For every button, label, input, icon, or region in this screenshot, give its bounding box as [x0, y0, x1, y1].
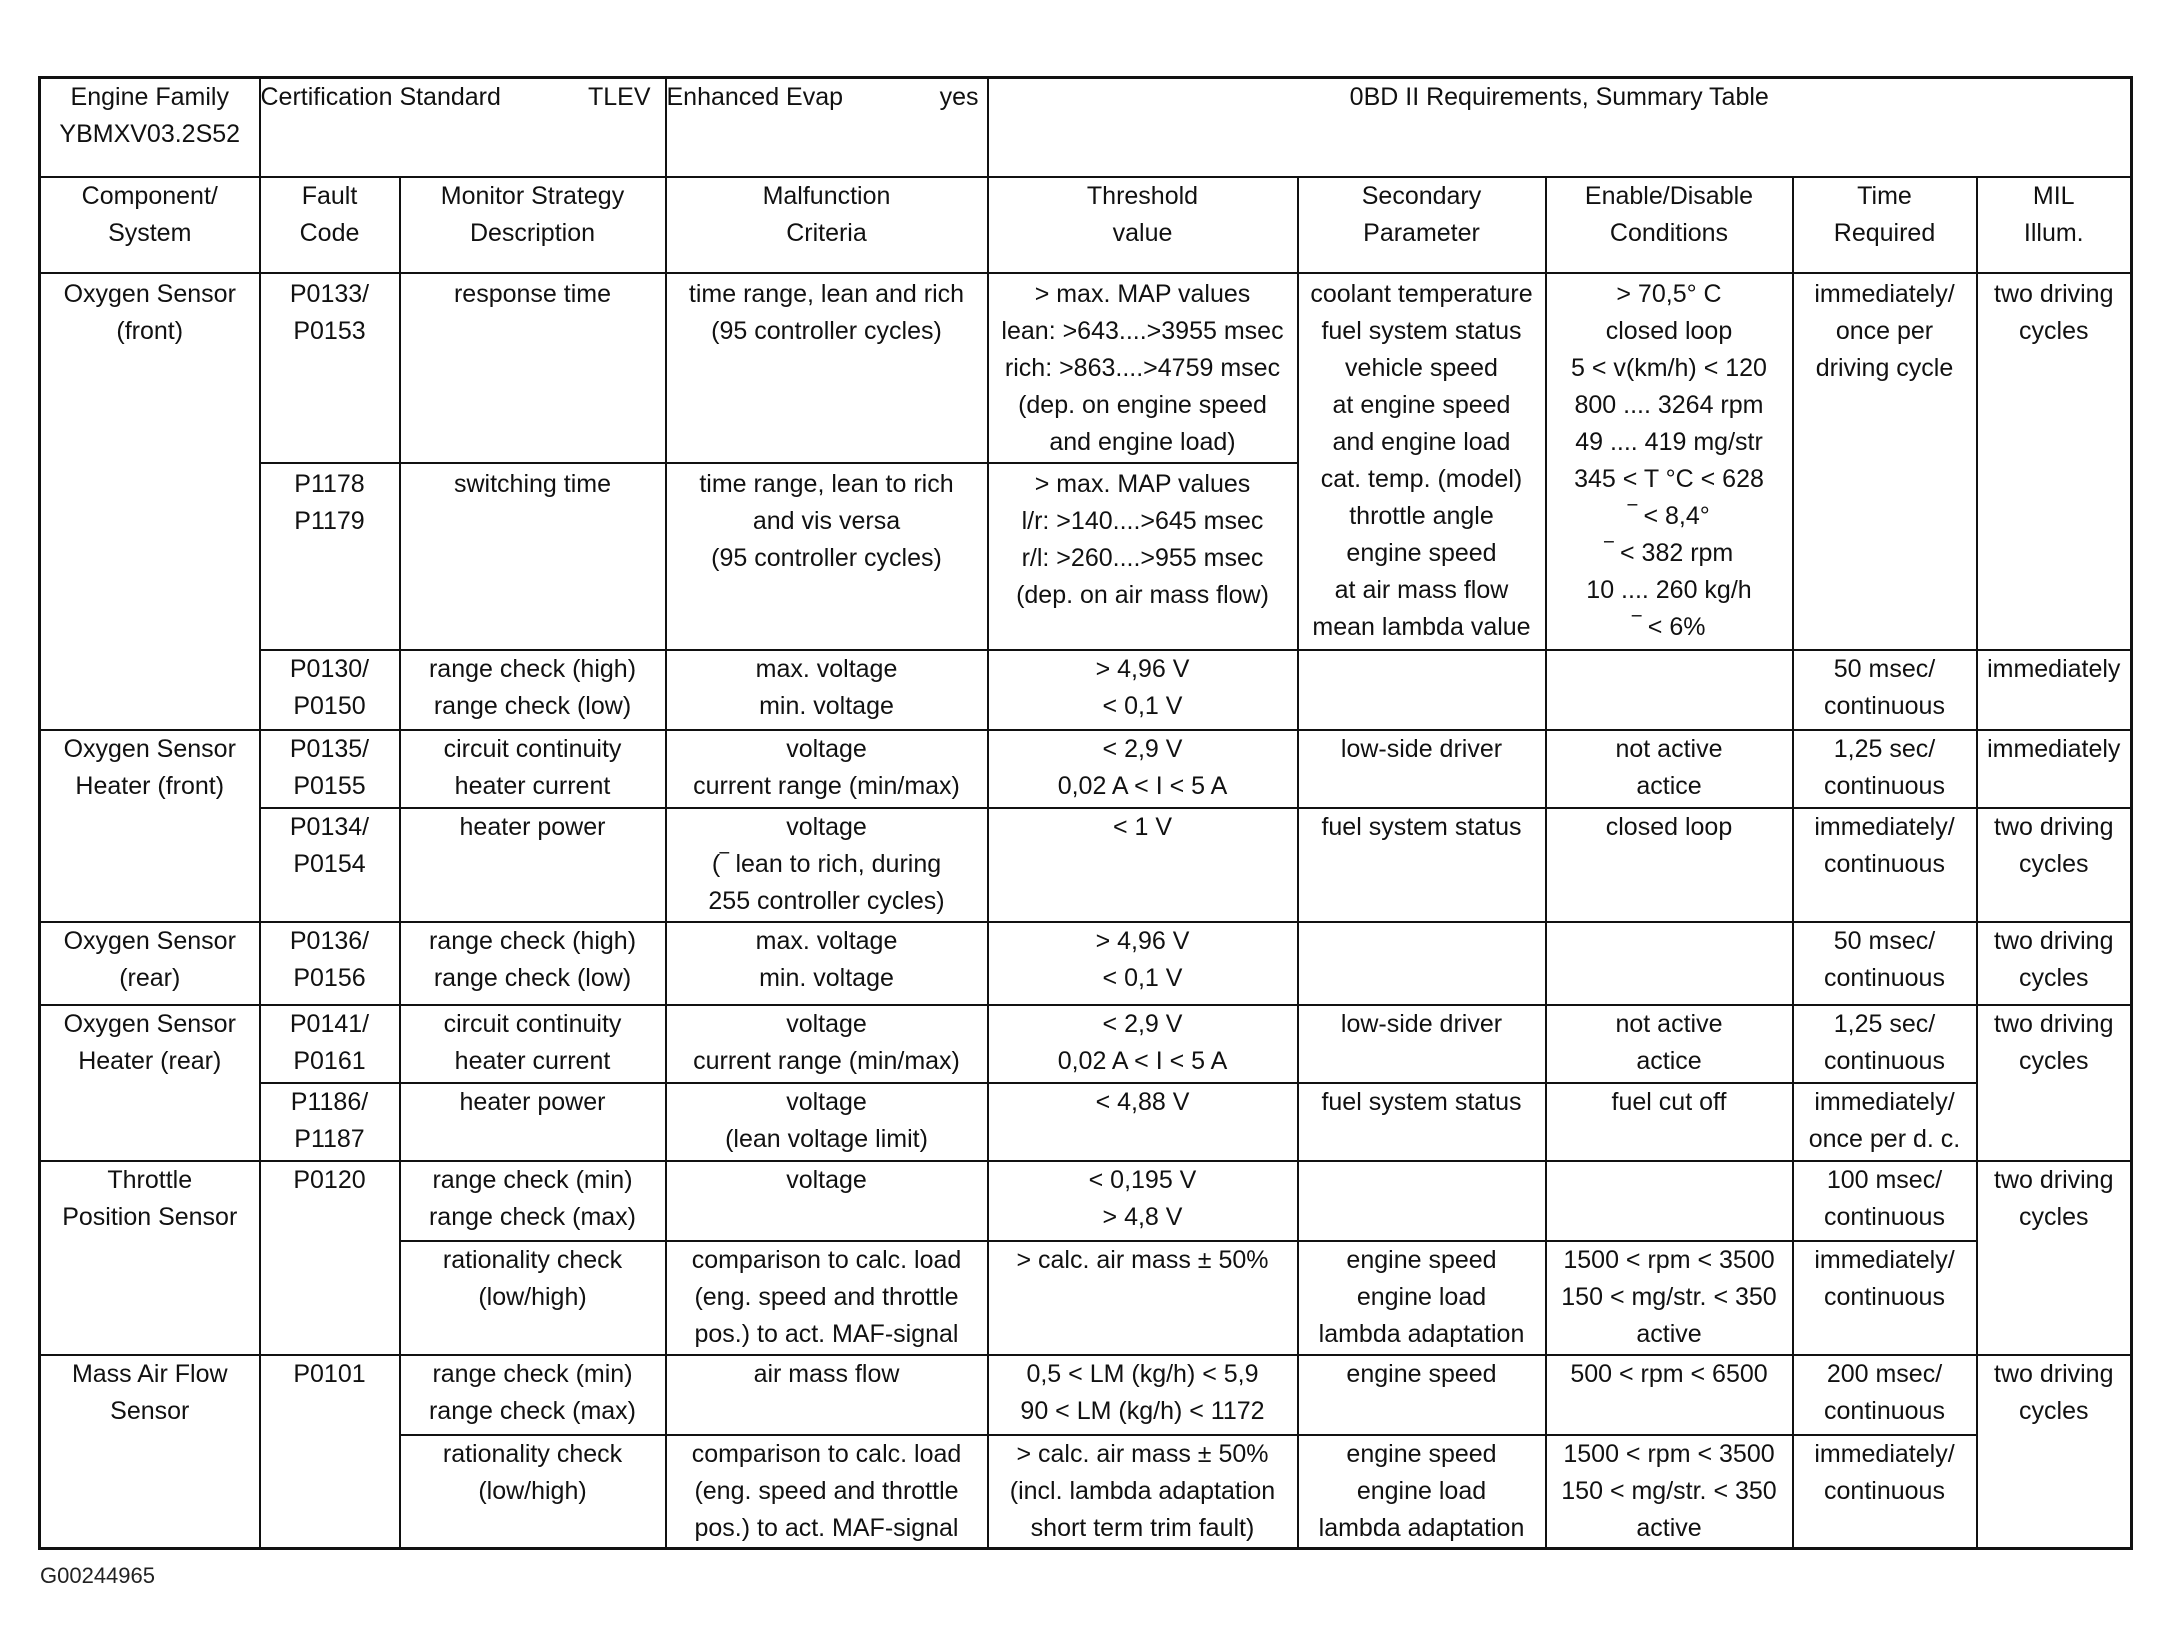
criteria-cell: voltage (lean voltage limit) — [666, 1083, 988, 1161]
enhanced-evap-label: Enhanced Evap — [666, 83, 844, 111]
enhanced-evap-cell — [666, 78, 988, 177]
criteria-cell: time range, lean and rich (95 controller cycles) — [666, 273, 988, 463]
component-cell: Oxygen Sensor Heater (front) — [40, 730, 260, 922]
time-cell: 1,25 sec/ continuous — [1793, 730, 1977, 808]
table-row — [40, 650, 2132, 730]
certification-label: Certification Standard — [260, 83, 501, 111]
strategy-cell: circuit continuity heater current — [400, 1005, 666, 1083]
secondary-cell: engine speed engine load lambda adaptation — [1298, 1241, 1546, 1355]
threshold-cell: > max. MAP values lean: >643....>3955 msec rich: >863....>4759 msec (dep. on engine speed and engine load) — [988, 273, 1298, 463]
table-row — [40, 1355, 2132, 1435]
strategy-cell: heater power — [400, 808, 666, 922]
enable-cell: not active actice — [1546, 730, 1793, 808]
criteria-cell: air mass flow — [666, 1355, 988, 1435]
time-cell: immediately/ continuous — [1793, 1241, 1977, 1355]
component-cell: Oxygen Sensor (front) — [40, 273, 260, 730]
col-threshold: Threshold value — [988, 177, 1298, 273]
enable-cell: closed loop — [1546, 808, 1793, 922]
secondary-cell: low-side driver — [1298, 1005, 1546, 1083]
secondary-cell — [1298, 650, 1546, 730]
secondary-cell: fuel system status — [1298, 808, 1546, 922]
secondary-cell — [1298, 1161, 1546, 1241]
component-cell: Mass Air Flow Sensor — [40, 1355, 260, 1549]
engine-family-value: YBMXV03.2S52 — [59, 120, 241, 148]
time-cell: immediately/ continuous — [1793, 1435, 1977, 1549]
col-secondary-parameter: Secondary Parameter — [1298, 177, 1546, 273]
criteria-cell: voltage — [666, 1161, 988, 1241]
strategy-cell: response time — [400, 273, 666, 463]
col-fault-code: Fault Code — [260, 177, 400, 273]
table-row — [40, 1083, 2132, 1161]
mil-cell: two driving cycles — [1977, 1005, 2132, 1161]
fault-code-cell: P0101 — [260, 1355, 400, 1549]
secondary-cell: engine speed engine load lambda adaptation — [1298, 1435, 1546, 1549]
mil-cell: two driving cycles — [1977, 922, 2132, 1005]
threshold-cell: < 2,9 V 0,02 A < I < 5 A — [988, 1005, 1298, 1083]
threshold-cell: < 4,88 V — [988, 1083, 1298, 1161]
enhanced-evap-value: yes — [939, 83, 979, 111]
strategy-cell: range check (min) range check (max) — [400, 1161, 666, 1241]
certification-value: TLEV — [587, 83, 651, 111]
col-monitor-strategy: Monitor Strategy Description — [400, 177, 666, 273]
engine-family-label: Engine Family — [70, 83, 229, 111]
component-cell: Throttle Position Sensor — [40, 1161, 260, 1355]
table-row — [40, 808, 2132, 922]
enable-cell: 1500 < rpm < 3500 150 < mg/str. < 350 active — [1546, 1241, 1793, 1355]
table-row — [40, 730, 2132, 808]
enable-cell: 1500 < rpm < 3500 150 < mg/str. < 350 active — [1546, 1435, 1793, 1549]
fault-code-cell: P0136/ P0156 — [260, 922, 400, 1005]
fault-code-cell: P0133/ P0153 — [260, 273, 400, 463]
mil-cell: immediately — [1977, 730, 2132, 808]
criteria-cell: max. voltage min. voltage — [666, 922, 988, 1005]
mil-cell: immediately — [1977, 650, 2132, 730]
secondary-cell: coolant temperature fuel system status vehicle speed at engine speed and engine load cat. temp. (model) throttle angle engine speed at air mass flow mean lambda value — [1298, 273, 1546, 650]
time-cell: 100 msec/ continuous — [1793, 1161, 1977, 1241]
table-row — [40, 273, 2132, 463]
criteria-cell: comparison to calc. load (eng. speed and throttle pos.) to act. MAF-signal — [666, 1241, 988, 1355]
time-cell: 50 msec/ continuous — [1793, 922, 1977, 1005]
table-row — [40, 922, 2132, 1005]
threshold-cell: > max. MAP values l/r: >140....>645 msec r/l: >260....>955 msec (dep. on air mass flow) — [988, 463, 1298, 650]
strategy-cell: rationality check (low/high) — [400, 1241, 666, 1355]
fault-code-cell: P1186/ P1187 — [260, 1083, 400, 1161]
enable-cell: not active actice — [1546, 1005, 1793, 1083]
strategy-cell: circuit continuity heater current — [400, 730, 666, 808]
enable-cell — [1546, 922, 1793, 1005]
threshold-cell: < 2,9 V 0,02 A < I < 5 A — [988, 730, 1298, 808]
col-mil-illum: MIL Illum. — [1977, 177, 2132, 273]
fault-code-cell: P1178 P1179 — [260, 463, 400, 650]
strategy-cell: rationality check (low/high) — [400, 1435, 666, 1549]
fault-code-cell: P0130/ P0150 — [260, 650, 400, 730]
enable-cell: > 70,5° C closed loop 5 < v(km/h) < 120 800 .... 3264 rpm 49 .... 419 mg/str 345 < T °C < 628 ‾ < 8,4° ‾ < 382 rpm 10 .... 260 kg/h ‾ < 6% — [1546, 273, 1793, 650]
secondary-cell: fuel system status — [1298, 1083, 1546, 1161]
time-cell: 200 msec/ continuous — [1793, 1355, 1977, 1435]
threshold-cell: > 4,96 V < 0,1 V — [988, 650, 1298, 730]
secondary-cell: low-side driver — [1298, 730, 1546, 808]
obd-summary-table — [38, 76, 2133, 1550]
engine-family-cell — [40, 78, 260, 177]
fault-code-cell: P0120 — [260, 1161, 400, 1355]
criteria-cell: max. voltage min. voltage — [666, 650, 988, 730]
document-title: 0BD II Requirements, Summary Table — [988, 78, 2132, 177]
certification-cell — [260, 78, 666, 177]
col-malfunction-criteria: Malfunction Criteria — [666, 177, 988, 273]
threshold-cell: < 0,195 V > 4,8 V — [988, 1161, 1298, 1241]
enable-cell — [1546, 1161, 1793, 1241]
strategy-cell: range check (high) range check (low) — [400, 650, 666, 730]
figure-id-caption: G00244965 — [40, 1563, 155, 1588]
fault-code-cell: P0141/ P0161 — [260, 1005, 400, 1083]
enable-cell: fuel cut off — [1546, 1083, 1793, 1161]
col-component: Component/ System — [40, 177, 260, 273]
col-time-required: Time Required — [1793, 177, 1977, 273]
strategy-cell: range check (min) range check (max) — [400, 1355, 666, 1435]
mil-cell: two driving cycles — [1977, 1161, 2132, 1355]
threshold-cell: > calc. air mass ± 50% (incl. lambda adaptation short term trim fault) — [988, 1435, 1298, 1549]
mil-cell: two driving cycles — [1977, 808, 2132, 922]
criteria-cell: voltage current range (min/max) — [666, 1005, 988, 1083]
mil-cell: two driving cycles — [1977, 1355, 2132, 1549]
criteria-cell: comparison to calc. load (eng. speed and throttle pos.) to act. MAF-signal — [666, 1435, 988, 1549]
criteria-cell: voltage current range (min/max) — [666, 730, 988, 808]
time-cell: 1,25 sec/ continuous — [1793, 1005, 1977, 1083]
fault-code-cell: P0135/ P0155 — [260, 730, 400, 808]
strategy-cell: switching time — [400, 463, 666, 650]
enable-cell — [1546, 650, 1793, 730]
time-cell: 50 msec/ continuous — [1793, 650, 1977, 730]
threshold-cell: < 1 V — [988, 808, 1298, 922]
criteria-cell: voltage (‾ lean to rich, during 255 controller cycles) — [666, 808, 988, 922]
secondary-cell — [1298, 922, 1546, 1005]
component-cell: Oxygen Sensor (rear) — [40, 922, 260, 1005]
col-enable-conditions: Enable/Disable Conditions — [1546, 177, 1793, 273]
threshold-cell: > 4,96 V < 0,1 V — [988, 922, 1298, 1005]
column-header-row — [40, 177, 2132, 273]
time-cell: immediately/ continuous — [1793, 808, 1977, 922]
time-cell: immediately/ once per d. c. — [1793, 1083, 1977, 1161]
criteria-cell: time range, lean to rich and vis versa (95 controller cycles) — [666, 463, 988, 650]
fault-code-cell: P0134/ P0154 — [260, 808, 400, 922]
time-cell: immediately/ once per driving cycle — [1793, 273, 1977, 650]
strategy-cell: range check (high) range check (low) — [400, 922, 666, 1005]
enable-cell: 500 < rpm < 6500 — [1546, 1355, 1793, 1435]
strategy-cell: heater power — [400, 1083, 666, 1161]
secondary-cell: engine speed — [1298, 1355, 1546, 1435]
component-cell: Oxygen Sensor Heater (rear) — [40, 1005, 260, 1161]
table-row — [40, 1005, 2132, 1083]
mil-cell: two driving cycles — [1977, 273, 2132, 650]
document-header-row — [40, 78, 2132, 177]
threshold-cell: 0,5 < LM (kg/h) < 5,9 90 < LM (kg/h) < 1172 — [988, 1355, 1298, 1435]
threshold-cell: > calc. air mass ± 50% — [988, 1241, 1298, 1355]
table-row — [40, 1161, 2132, 1241]
